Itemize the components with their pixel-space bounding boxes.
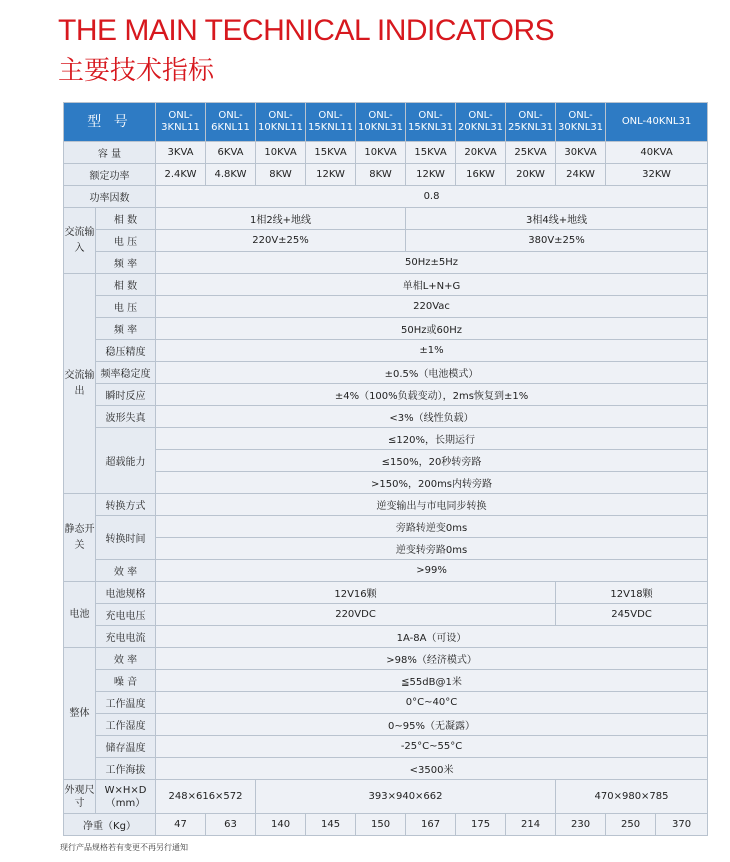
page-title-english: THE MAIN TECHNICAL INDICATORS (58, 14, 555, 47)
table-cell: 175 (456, 814, 506, 836)
model-name: ONL-20KNL31 (456, 103, 506, 142)
table-cell: ±1% (156, 340, 708, 362)
table-cell: 3相4线+地线 (406, 208, 708, 230)
page-title-chinese: 主要技术指标 (58, 56, 215, 86)
category-label-ac-output: 交流输出 (64, 274, 96, 494)
table-cell: 8KW (356, 164, 406, 186)
table-cell: 16KW (456, 164, 506, 186)
row-label: 电 压 (96, 296, 156, 318)
row-label: 瞬时反应 (96, 384, 156, 406)
model-name: ONL-30KNL31 (556, 103, 606, 142)
table-cell: -25°C~55°C (156, 736, 708, 758)
row-label: 效 率 (96, 648, 156, 670)
model-header-label: 型 号 (64, 103, 156, 142)
capacity-row (64, 142, 708, 164)
table-cell: 220VDC (156, 604, 556, 626)
ac-output-overload-row (64, 472, 708, 494)
table-cell: 旁路转逆变0ms (156, 516, 708, 538)
table-cell: 24KW (556, 164, 606, 186)
row-label: 波形失真 (96, 406, 156, 428)
table-cell: <3%（线性负载） (156, 406, 708, 428)
battery-voltage-row (64, 604, 708, 626)
static-switch-time-row (64, 516, 708, 538)
row-label: 超载能力 (96, 428, 156, 494)
category-label-battery: 电池 (64, 582, 96, 648)
table-cell: 12V18颗 (556, 582, 708, 604)
overall-row (64, 758, 708, 780)
table-cell: 逆变转旁路0ms (156, 538, 708, 560)
model-name: ONL-6KNL11 (206, 103, 256, 142)
overall-row (64, 648, 708, 670)
row-label: 转换方式 (96, 494, 156, 516)
table-cell: 40KVA (606, 142, 708, 164)
table-cell: 0~95%（无凝露） (156, 714, 708, 736)
category-label-ac-input: 交流输入 (64, 208, 96, 274)
table-cell: 15KVA (306, 142, 356, 164)
footnote: 现行产品规格若有变更不再另行通知 (60, 843, 188, 852)
table-cell: 4.8KW (206, 164, 256, 186)
ac-output-row (64, 340, 708, 362)
table-cell: 380V±25% (406, 230, 708, 252)
row-label: 电池规格 (96, 582, 156, 604)
table-header-row (64, 103, 708, 142)
category-label-static-switch: 静态开关 (64, 494, 96, 582)
table-cell: ≤150%，20秒转旁路 (156, 450, 708, 472)
rated-power-row (64, 164, 708, 186)
row-label: 相 数 (96, 274, 156, 296)
table-cell: 393×940×662 (256, 780, 556, 814)
row-label: 频 率 (96, 318, 156, 340)
overall-row (64, 714, 708, 736)
overall-row (64, 692, 708, 714)
table-cell: 230 (556, 814, 606, 836)
row-label: 噪 音 (96, 670, 156, 692)
overall-row (64, 670, 708, 692)
ac-input-voltage-row (64, 230, 708, 252)
table-cell: 12KW (406, 164, 456, 186)
specification-table (63, 102, 708, 836)
table-cell: 12KW (306, 164, 356, 186)
table-cell: 30KVA (556, 142, 606, 164)
table-cell: ±4%（100%负载变动），2ms恢复到±1% (156, 384, 708, 406)
table-cell: 470×980×785 (556, 780, 708, 814)
table-cell: 20KW (506, 164, 556, 186)
row-label: 工作温度 (96, 692, 156, 714)
table-cell: 214 (506, 814, 556, 836)
row-label: 功率因数 (64, 186, 156, 208)
row-label: 相 数 (96, 208, 156, 230)
ac-output-overload-row (64, 428, 708, 450)
row-label: 充电电流 (96, 626, 156, 648)
model-name: ONL-10KNL31 (356, 103, 406, 142)
row-label: 容 量 (64, 142, 156, 164)
weight-row (64, 814, 708, 836)
table-cell: 140 (256, 814, 306, 836)
row-label: 储存温度 (96, 736, 156, 758)
table-cell: 248×616×572 (156, 780, 256, 814)
static-switch-mode-row (64, 494, 708, 516)
table-cell: 10KVA (356, 142, 406, 164)
table-cell: 6KVA (206, 142, 256, 164)
model-name: ONL-15KNL11 (306, 103, 356, 142)
row-label: 稳压精度 (96, 340, 156, 362)
table-cell: 220Vac (156, 296, 708, 318)
table-cell: 32KW (606, 164, 708, 186)
row-label: W×H×D（mm） (96, 780, 156, 814)
table-cell: 0.8 (156, 186, 708, 208)
model-name: ONL-15KNL31 (406, 103, 456, 142)
ac-output-row (64, 296, 708, 318)
table-cell: 47 (156, 814, 206, 836)
table-cell: 167 (406, 814, 456, 836)
ac-output-row (64, 384, 708, 406)
ac-output-row (64, 406, 708, 428)
table-cell: >99% (156, 560, 708, 582)
table-cell: 145 (306, 814, 356, 836)
row-label: 频率稳定度 (96, 362, 156, 384)
table-cell: 8KW (256, 164, 306, 186)
row-label: 额定功率 (64, 164, 156, 186)
table-cell: 3KVA (156, 142, 206, 164)
table-cell: 20KVA (456, 142, 506, 164)
table-cell: 245VDC (556, 604, 708, 626)
table-cell: 15KVA (406, 142, 456, 164)
table-cell: 63 (206, 814, 256, 836)
row-label: 电 压 (96, 230, 156, 252)
table-cell: >150%，200ms内转旁路 (156, 472, 708, 494)
table-cell: 370 (656, 814, 708, 836)
ac-output-overload-row (64, 450, 708, 472)
ac-input-frequency-row (64, 252, 708, 274)
ac-output-row (64, 362, 708, 384)
row-label: 工作湿度 (96, 714, 156, 736)
table-cell: 10KVA (256, 142, 306, 164)
table-cell: 50Hz或60Hz (156, 318, 708, 340)
table-cell: ≤120%，长期运行 (156, 428, 708, 450)
table-cell: 25KVA (506, 142, 556, 164)
model-name: ONL-25KNL31 (506, 103, 556, 142)
ac-output-row (64, 318, 708, 340)
table-cell: 0°C~40°C (156, 692, 708, 714)
ac-input-phases-row (64, 208, 708, 230)
table-cell: 12V16颗 (156, 582, 556, 604)
row-label: 工作海拔 (96, 758, 156, 780)
overall-row (64, 736, 708, 758)
table-cell: 逆变输出与市电同步转换 (156, 494, 708, 516)
category-label-overall: 整体 (64, 648, 96, 780)
power-factor-row (64, 186, 708, 208)
table-cell: 220V±25% (156, 230, 406, 252)
battery-spec-row (64, 582, 708, 604)
table-cell: 50Hz±5Hz (156, 252, 708, 274)
model-name: ONL-3KNL11 (156, 103, 206, 142)
dimensions-row (64, 780, 708, 814)
table-cell: 150 (356, 814, 406, 836)
model-name: ONL-10KNL11 (256, 103, 306, 142)
table-cell: 2.4KW (156, 164, 206, 186)
table-cell: 250 (606, 814, 656, 836)
ac-output-row (64, 274, 708, 296)
model-name: ONL-40KNL31 (606, 103, 708, 142)
table-cell: 1A-8A（可设） (156, 626, 708, 648)
table-cell: 单相L+N+G (156, 274, 708, 296)
row-label: 频 率 (96, 252, 156, 274)
table-cell: >98%（经济模式） (156, 648, 708, 670)
table-cell: <3500米 (156, 758, 708, 780)
static-switch-efficiency-row (64, 560, 708, 582)
static-switch-time-row (64, 538, 708, 560)
category-label-dimensions: 外观尺寸 (64, 780, 96, 814)
table-cell: ≦55dB@1米 (156, 670, 708, 692)
row-label: 充电电压 (96, 604, 156, 626)
row-label: 转换时间 (96, 516, 156, 560)
battery-current-row (64, 626, 708, 648)
table-cell: ±0.5%（电池模式） (156, 362, 708, 384)
row-label: 效 率 (96, 560, 156, 582)
row-label: 净重（Kg） (64, 814, 156, 836)
table-cell: 1相2线+地线 (156, 208, 406, 230)
